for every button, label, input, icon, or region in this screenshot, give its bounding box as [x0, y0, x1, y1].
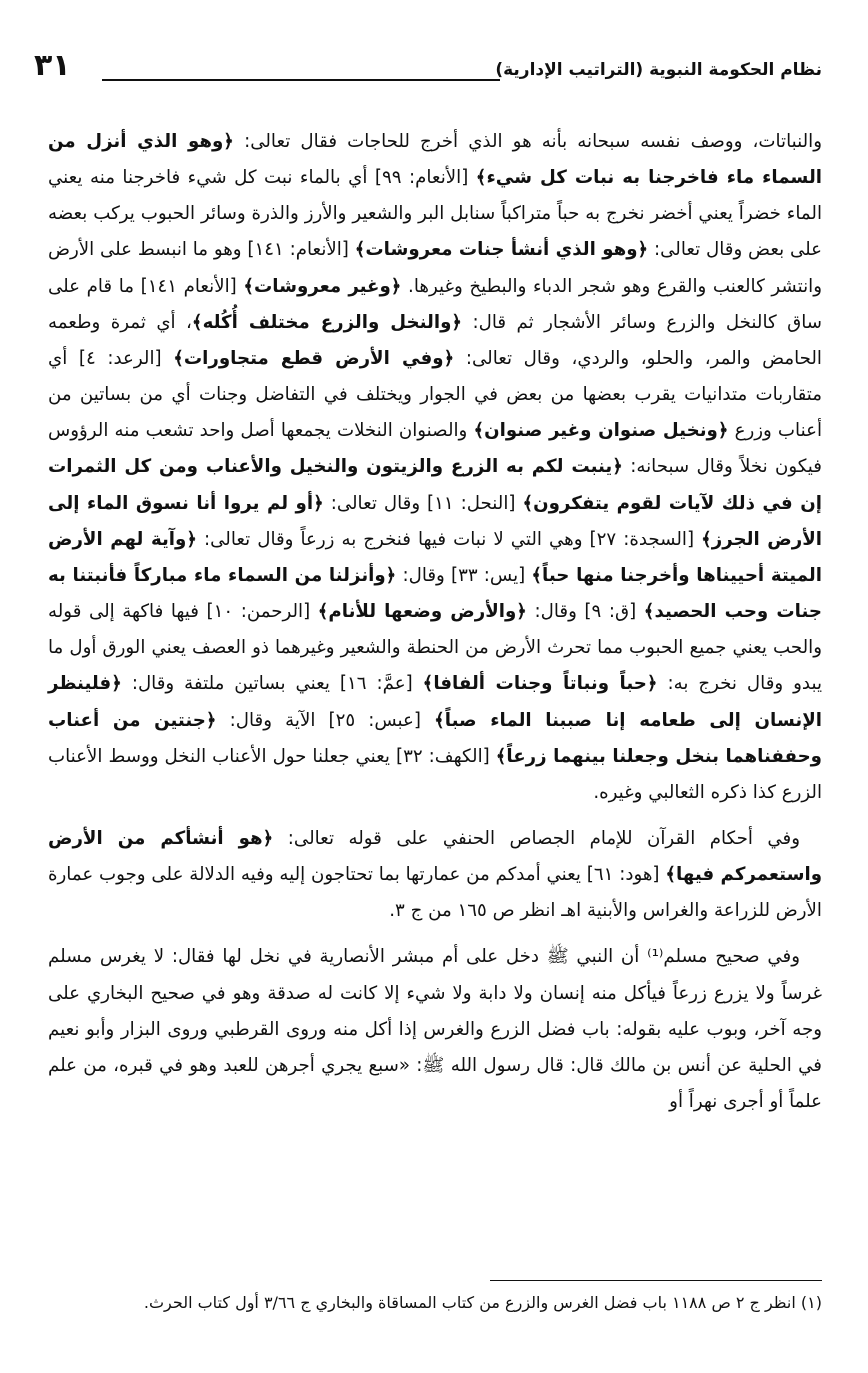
footnote-rule [490, 1280, 822, 1281]
quran-quote: ﴿هو أنشأكم من الأرض واستعمركم فيها﴾ [48, 827, 823, 886]
text-run: والنباتات، ووصف نفسه سبحانه بأنه هو الذي أخرج للحاجات فقال تعالى: [233, 131, 822, 152]
quran-quote: ﴿وهو الذي أنشأ جنات معروشات﴾ [354, 239, 649, 261]
text-run: [هود: ٦١] يعني أمدكم من عمارتها بما تحتاجون إليه وفيه الدلالة على وجوب عمارة الأرض للزراعة والغراس والأبنية اهـ انظر ص ١٦٥ من ج ٣. [48, 864, 822, 922]
quran-quote: ﴿وآية لهم الأرض الميتة أحييناها وأخرجنا منها حباً﴾ [48, 528, 822, 586]
footnote-text: (١) انظر ج ٢ ص ١١٨٨ باب فضل الغرس والزرع من كتاب المساقاة والبخاري ج ٣/٦٦ أول كتاب الحرث. [143, 1293, 822, 1312]
text-run: وفي أحكام القرآن للإمام الجصاص الحنفي على قوله تعالى: [273, 827, 800, 849]
text-run: [ق: ٩] وقال: [526, 601, 644, 623]
text-run: ، أي ثمرة وطعمه الحامض والمر، والحلو، والردي، وقال تعالى: [48, 311, 822, 369]
text-run: [السجدة: ٢٧] وهي التي لا نبات فيها فنخرج به زرعاً وقال تعالى: [197, 528, 702, 550]
quran-quote: ﴿وهو الذي أنزل من السماء ماء فاخرجنا به نبات كل شيء﴾ [48, 131, 823, 189]
header-rule [102, 79, 500, 81]
quran-quote: ﴿والنخل والزرع مختلف أُكُله﴾ [191, 311, 463, 333]
text-run: وفي صحيح مسلم⁽¹⁾ أن النبي ﷺ دخل على أم مبشر الأنصارية في نخل لها فقال: لا يغرس مسلم غرساً ولا يزرع زرعاً فيأكل منه إنسان ولا دابة ولا شيء إلا كانت له صدقة وهو في صحيح البخاري على وجه آخر، وبوب عليه بقوله: باب فضل الزرع والغرس إذا أكل منه وروى القرطبي وروى البزار وأبو نعيم في الحلية عن أنس بن مالك قال: قال رسول الله ﷺ: «سبع يجري أجرهن للعبد وهو في قبره، من علم علماً أو أجرى نهراً أو [48, 946, 822, 1113]
text-run: [الكهف: ٣٢] يعني جعلنا حول الأعناب النخل ووسط الأعناب الزرع كذا ذكره الثعالبي وغيره. [48, 745, 822, 803]
quran-quote: ﴿وفي الأرض قطع متجاورات﴾ [173, 347, 455, 369]
paragraph [48, 124, 822, 811]
text-run: [يس: ٣٣] وقال: [396, 564, 532, 586]
text-run: [الأنعام: ٩٩] أي بالماء نبت كل شيء فاخرجنا منه يعني الماء خضراً يعني أخضر نخرج به حباً متراكباً سنابل البر والشعير والأرز والذرة وسائر الحبوب يركب بعضه على بعض وقال تعالى: [48, 167, 822, 261]
footnote [48, 1287, 822, 1319]
text-run: [النحل: ١١] وقال تعالى: [323, 492, 523, 514]
quran-quote: ﴿وأنزلنا من السماء ماء مباركاً فأنبتنا به جنات وحب الحصيد﴾ [48, 564, 822, 623]
quran-quote: ﴿أو لم يروا أنا نسوق الماء إلى الأرض الجرز﴾ [48, 492, 822, 550]
header-title: نظام الحكومة النبوية (التراتيب الإدارية) [495, 60, 822, 80]
quran-quote: ﴿جنتين من أعناب وحففناهما بنخل وجعلنا بينهما زرعاً﴾ [48, 709, 822, 767]
text-run: [الرحمن: ١٠] فيها فاكهة إلى قوله والحب يعني جميع الحبوب مما تحرث الأرض من الحنطة والشعير وغيرهما ذو العصف يعني الورق أول ما يبدو وقال نخرج به: [48, 601, 823, 695]
quran-quote: ﴿فلينظر الإنسان إلى طعامه إنا صببنا الماء صباً﴾ [48, 673, 822, 731]
quran-quote: ﴿حباً ونباتاً وجنات ألفافا﴾ [422, 673, 658, 695]
quran-quote: ﴿ونخيل صنوان وغير صنوان﴾ [473, 420, 729, 442]
text-run: [الرعد: ٤] أي متقاربات متدانيات يقرب بعضها من بعض في الجوار ويختلف في التفاضل وجنات أي من بساتين من أعناب وزرع [48, 347, 822, 442]
text-run: والصنوان النخلات يجمعها أصل واحد تشعب منه الرؤوس فيكون نخلاً وقال سبحانه: [48, 420, 822, 478]
main-text [48, 124, 822, 1120]
quran-quote: ﴿ينبت لكم به الزرع والزيتون والنخيل والأعناب ومن كل الثمرات إن في ذلك لآيات لقوم يتفكرون﴾ [48, 456, 822, 514]
quran-quote: ﴿وغير معروشات﴾ [243, 275, 402, 297]
paragraph [48, 821, 822, 929]
running-header [34, 48, 822, 92]
text-run: [الأنعام ١٤١] ما قام على ساق كالنخل والزرع وسائر الأشجار ثم قال: [48, 275, 822, 333]
paragraph [48, 939, 822, 1120]
text-run: [عبس: ٢٥] الآية وقال: [216, 709, 435, 731]
text-run: [عمَّ: ١٦] يعني بساتين ملتفة وقال: [121, 673, 423, 695]
text-run: [الأنعام: ١٤١] وهو ما انبسط على الأرض وانتشر كالعنب والقرع وهو شجر الدباء والبطيخ وغيرها. [48, 239, 822, 297]
page-number: ٣١ [34, 48, 71, 83]
quran-quote: ﴿والأرض وضعها للأنام﴾ [317, 601, 527, 623]
